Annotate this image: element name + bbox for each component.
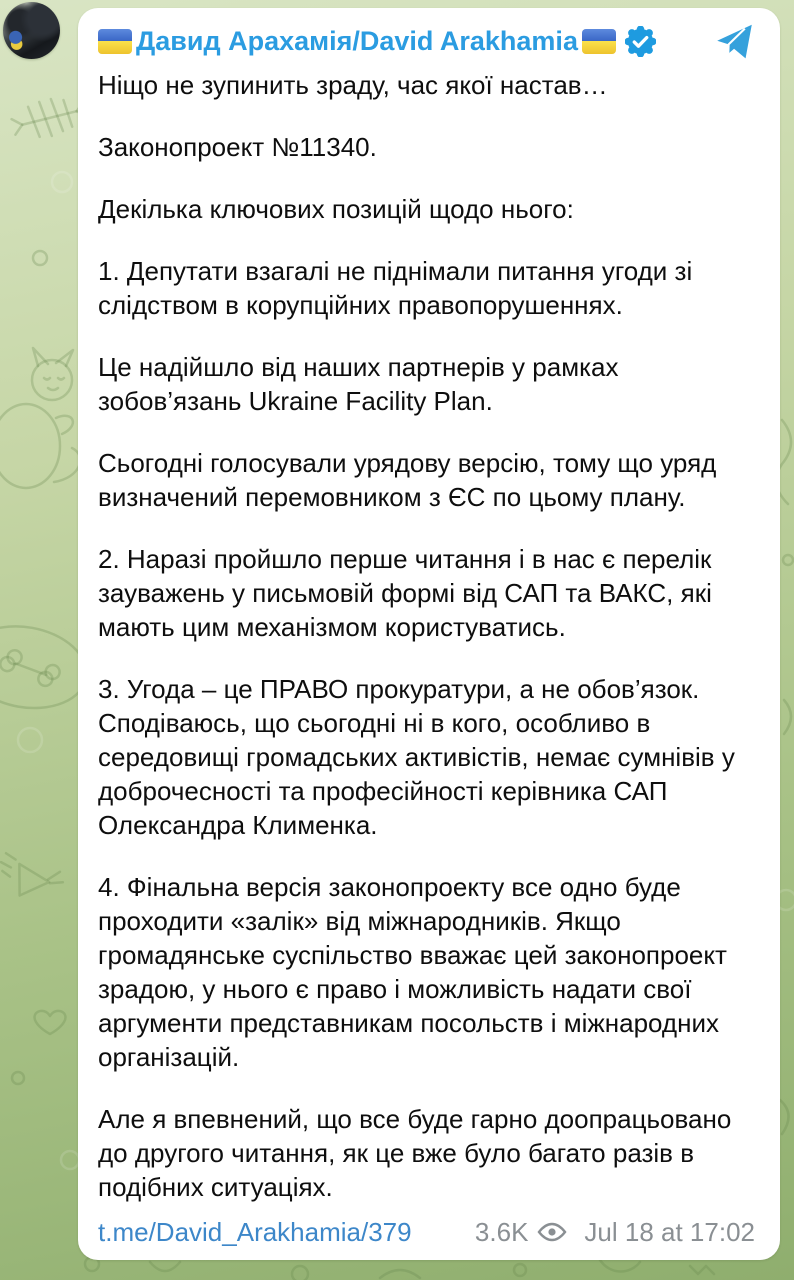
ukraine-flag-icon [582, 29, 616, 54]
message-paragraph-4: 1. Депутати взагалі не піднімали питання угоди зі слідством в корупційних правопорушеннях. [98, 256, 693, 320]
post-link[interactable]: t.me/David_Arakhamia/379 [98, 1217, 412, 1247]
ukraine-flag-icon [98, 29, 132, 54]
message-meta [475, 1216, 755, 1248]
timestamp: Jul 18 at 17:02 [584, 1217, 755, 1247]
message-footer [98, 1206, 755, 1248]
channel-name[interactable]: Давид Арахамія/David Arakhamia [136, 26, 578, 56]
message-paragraph-1: Ніщо не зупинить зраду, час якої настав… [98, 70, 608, 100]
message-paragraph-8: 3. Угода – це ПРАВО прокуратури, а не обов’язок. Сподіваюсь, що сьогодні ні в кого, особливо в середовищі громадських активістів, немає сумнівів у доброчесності та професійності керівника САП Олександра Клименка. [98, 674, 735, 840]
message-paragraph-6: Сьогодні голосували урядову версію, тому що уряд визначений перемовником з ЄС по цьому плану. [98, 448, 717, 512]
channel-avatar[interactable] [3, 2, 60, 59]
eye-icon [537, 1221, 567, 1243]
message-paragraph-2: Законопроект №11340. [98, 132, 377, 162]
telegram-share-icon[interactable] [714, 23, 755, 61]
message-paragraph-3: Декілька ключових позицій щодо нього: [98, 194, 574, 224]
message-paragraph-9: 4. Фінальна версія законопроекту все одно буде проходити «залік» від міжнародників. Якщо громадянське суспільство вважає цей законопроект зрадою, у нього є право і можливість надати свої аргументи представникам посольств і міжнародних організацій. [98, 872, 727, 1072]
message-bubble [78, 8, 780, 1260]
message-paragraph-7: 2. Наразі пройшло перше читання і в нас є перелік зауважень у письмовій формі від САП та ВАКС, які мають цим механізмом користуватись. [98, 544, 712, 642]
message-header [98, 21, 755, 61]
verified-badge-icon [625, 26, 656, 57]
message-paragraph-5: Це надійшло від наших партнерів у рамках зобов’язань Ukraine Facility Plan. [98, 352, 619, 416]
message-paragraph-10: Але я впевнений, що все буде гарно доопрацьовано до другого читання, як це вже було багато разів в подібних ситуаціях. [98, 1104, 732, 1202]
views-count: 3.6K [474, 1217, 529, 1247]
